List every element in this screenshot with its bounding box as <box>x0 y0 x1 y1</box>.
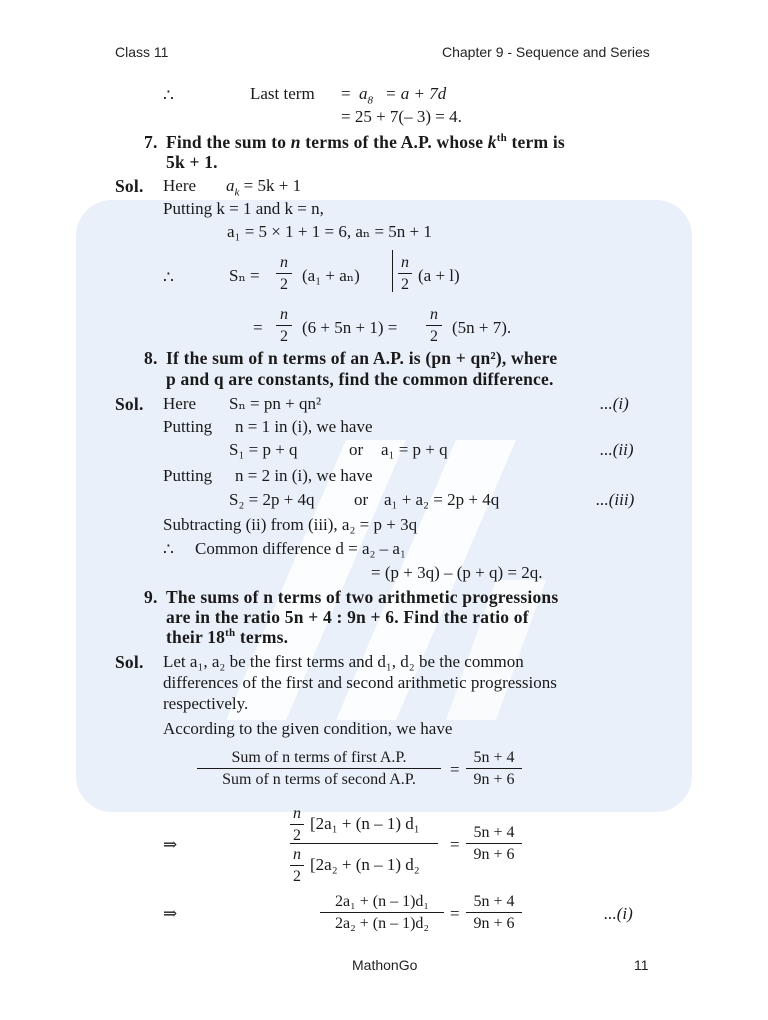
q8-number: 8. <box>144 348 158 368</box>
q8-put2: n = 2 in (i), we have <box>235 466 373 485</box>
q9-sol-line2: differences of the first and second arithmetic progressions <box>163 673 557 692</box>
implies-symbol: ⇒ <box>163 835 178 854</box>
q7-sn: Sₙ = <box>229 266 260 285</box>
q8-line1: If the sum of n terms of an A.P. is (pn + qn²), where <box>166 348 558 368</box>
q8-sn: Sₙ = pn + qn² <box>229 394 322 413</box>
fraction-n-over-2: n 2 <box>276 253 292 294</box>
or-label: or <box>349 440 364 459</box>
q7-side-formula: (a + l) <box>418 266 460 285</box>
tag-i: ...(i) <box>600 394 629 413</box>
term-formula-fraction: 2a₁ + (n – 1)d₁ 2a₂ + (n – 1)d₂ <box>320 892 444 933</box>
q7-sn-mid: (a₁ + aₙ) <box>302 266 360 285</box>
q8-common-difference: Common difference d = a₂ – a₁ <box>195 539 406 558</box>
ratio-fraction: 5n + 4 9n + 6 <box>466 892 522 933</box>
page-number: 11 <box>634 957 649 973</box>
side-bar <box>392 250 393 292</box>
therefore-symbol: ∴ <box>163 86 174 105</box>
q8-s1: S₁ = p + q <box>229 440 298 459</box>
fraction-n-over-2: n 2 <box>426 305 442 346</box>
fraction-n-over-2: n 2 <box>398 253 412 294</box>
equals-sign: = <box>450 760 460 779</box>
therefore-symbol: ∴ <box>163 540 174 559</box>
here-label: Here <box>163 176 197 195</box>
header-class: Class 11 <box>115 44 169 60</box>
footer-brand: MathonGo <box>352 957 418 973</box>
tag-ii: ...(ii) <box>600 440 634 459</box>
sum-ratio-fraction: Sum of n terms of first A.P. Sum of n terms of second A.P. <box>197 748 441 789</box>
last-term-rhs: = a + 7d <box>385 84 447 103</box>
q9-line2: are in the ratio 5n + 4 : 9n + 6. Find the ratio of <box>166 607 529 627</box>
q9-number: 9. <box>144 587 158 607</box>
q8-a1a2: a₁ + a₂ = 2p + 4q <box>384 490 500 509</box>
q9-line3: their 18th terms. <box>166 627 289 647</box>
equals-sign: = <box>450 835 460 854</box>
q8-s2: S₂ = 2p + 4q <box>229 490 315 509</box>
q8-subtracting: Subtracting (ii) from (iii), a₂ = p + 3q <box>163 515 418 534</box>
header-chapter: Chapter 9 - Sequence and Series <box>442 44 650 60</box>
ratio-fraction: 5n + 4 9n + 6 <box>466 823 522 864</box>
q7-a1-line: a₁ = 5 × 1 + 1 = 6, aₙ = 5n + 1 <box>227 222 432 241</box>
putting-label: Putting <box>163 417 213 436</box>
sol-label: Sol. <box>115 176 144 196</box>
last-term-value: = 25 + 7(– 3) = 4. <box>341 107 462 126</box>
q9-sol-line3: respectively. <box>163 694 249 713</box>
equals-sign: = <box>253 318 263 337</box>
q7-eq2-end: (5n + 7). <box>452 318 512 337</box>
q7-eq2-mid: (6 + 5n + 1) = <box>302 318 398 337</box>
here-label: Here <box>163 394 197 413</box>
sum-formula-fraction: n 2 [2a₁ + (n – 1) d₁ n 2 [2a₂ + (n – 1) d₂ <box>290 806 438 881</box>
sol-label: Sol. <box>115 652 144 672</box>
q7-putting: Putting k = 1 and k = n, <box>163 199 324 218</box>
q8-put1: n = 1 in (i), we have <box>235 417 373 436</box>
implies-symbol: ⇒ <box>163 904 178 923</box>
putting-label: Putting <box>163 466 213 485</box>
tag-i: ...(i) <box>604 904 633 923</box>
fraction-n-over-2: n 2 <box>276 305 292 346</box>
q9-sol-line1: Let a₁, a₂ be the first terms and d₁, d₂ be the common <box>163 652 524 671</box>
q9-line1: The sums of n terms of two arithmetic progressions <box>166 587 559 607</box>
last-term-label: Last term <box>250 84 315 103</box>
q7-number: 7. <box>144 132 158 152</box>
or-label: or <box>354 490 369 509</box>
q8-result: = (p + 3q) – (p + q) = 2q. <box>371 563 543 582</box>
sol-label: Sol. <box>115 394 144 414</box>
q7-line1: Find the sum to n terms of the A.P. whose $k^{th}$ term is <box>166 132 565 152</box>
q7-ak: $a_k = 5k + 1$ <box>226 176 302 199</box>
tag-iii: ...(iii) <box>596 490 635 509</box>
therefore-symbol: ∴ <box>163 268 174 287</box>
last-term-lhs: $a_8$ <box>359 84 373 107</box>
q8-line2: p and q are constants, find the common difference. <box>166 369 554 389</box>
q8-a1: a₁ = p + q <box>381 440 448 459</box>
q7-line2: 5k + 1. <box>166 152 218 172</box>
equals-sign: = <box>450 904 460 923</box>
q9-sol-line4: According to the given condition, we have <box>163 719 453 738</box>
equals-sign: = <box>341 84 351 103</box>
ratio-fraction: 5n + 4 9n + 6 <box>466 748 522 789</box>
